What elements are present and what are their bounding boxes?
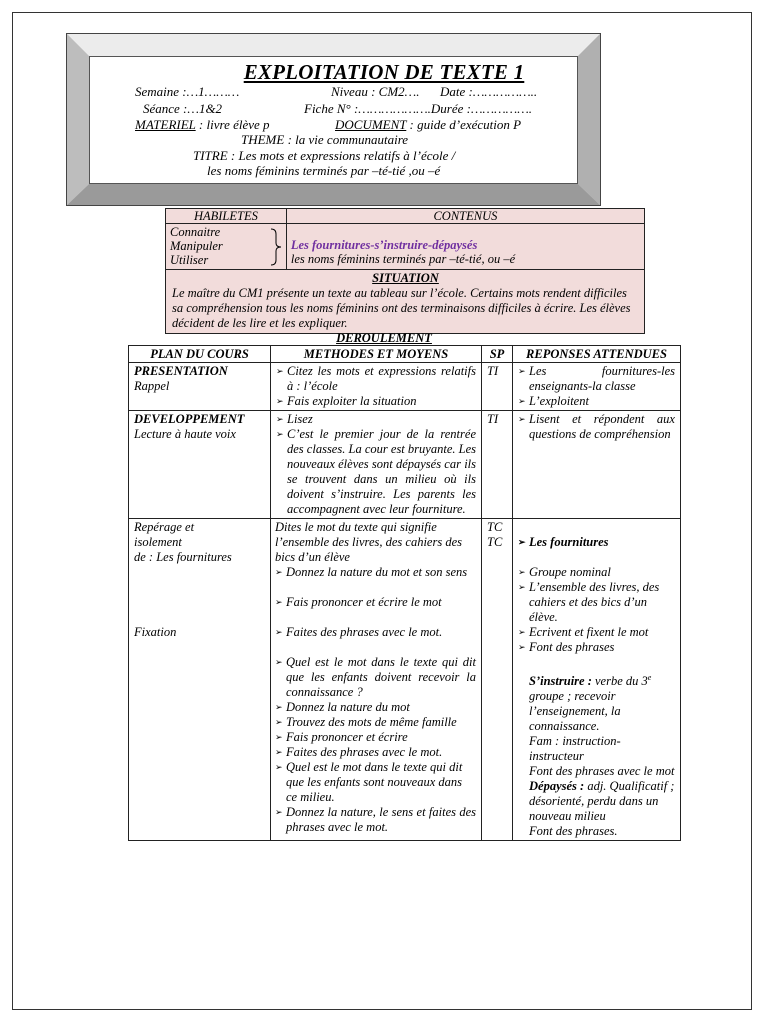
depayses-answer [518, 779, 675, 824]
plan-sub: Lecture à haute voix [134, 427, 236, 441]
reponses-cell [513, 519, 681, 841]
plan-line: Fixation [134, 625, 177, 639]
instruire-sup: e [647, 673, 652, 682]
methodes-cell [271, 411, 482, 519]
list-item: ➢ Donnez la nature du mot [275, 700, 476, 715]
list-item: ➢ Fais prononcer et écrire [275, 730, 476, 745]
habiletes-header-row [166, 209, 645, 224]
materiel-label: MATERIEL [135, 117, 196, 132]
sp-value: TC [487, 520, 503, 534]
semaine-field: Semaine :…1……… [135, 84, 240, 99]
depayses-text: adj. Qualificatif ; désorienté, perdu dans un nouveau milieu [529, 779, 675, 824]
list-item: ➢ Groupe nominal [518, 565, 675, 580]
contenus-header: CONTENUS [286, 209, 644, 224]
plan-cell [129, 363, 271, 411]
reponses-cell [513, 411, 681, 519]
plan-title: PRESENTATION [134, 364, 228, 378]
skill-item: Connaitre [170, 225, 221, 239]
list-item: ➢ L’ensemble des livres, des cahiers et des bics d’un élève. [518, 580, 675, 625]
list-item: ➢ Donnez la nature, le sens et faites des phrases avec le mot. [275, 805, 476, 835]
plan-line: Repérage et [134, 520, 195, 534]
plan-line: isolement [134, 535, 182, 549]
date-field: Date :…………….. [440, 84, 538, 99]
list-item: ➢ Citez les mots et expressions relatifs à : l’école [276, 364, 476, 394]
situation-text: Le maître du CM1 présente un texte au tableau sur l’école. Certains mots rendent difficiles sa compréhension tous les noms féminins ont des terminaisons difficiles à écrire. Les élèves décident de les lire et les expliquer. [172, 286, 631, 330]
instruire-answer [518, 670, 675, 734]
list-item: ➢ Fais prononcer et écrire le mot [275, 595, 476, 610]
sp-cell: TI [482, 363, 513, 411]
list-item: ➢ Quel est le mot dans le texte qui dit que les enfants doivent recevoir la connaissance ? [275, 655, 476, 700]
deroulement-heading: DEROULEMENT [336, 331, 432, 345]
theme-line: THEME : la vie communautaire [241, 132, 409, 147]
lesson-header-row [129, 346, 681, 363]
materiel-value: : livre élève p [195, 117, 270, 132]
plan-cell [129, 411, 271, 519]
fiche-field: Fiche N° :……………….Durée :……………. [304, 101, 533, 116]
list-item: ➢ L’exploitent [518, 394, 675, 409]
sp-cell: TI [482, 411, 513, 519]
list-item: ➢ Lisez [276, 412, 476, 427]
situation-row [166, 270, 645, 334]
list-item: ➢ Quel est le mot dans le texte qui dit que les enfants sont nouveaux dans ce milieu. [275, 760, 476, 805]
plan-cell [129, 519, 271, 841]
sp-cell [482, 519, 513, 841]
habiletes-header: HABILETES [166, 209, 287, 224]
list-item: ➢ Donnez la nature du mot et son sens [275, 565, 476, 580]
list-item: ➢ Font des phrases [518, 640, 675, 655]
col-header-methodes: METHODES ET MOYENS [271, 346, 482, 363]
plan-title: DEVELOPPEMENT [134, 412, 245, 426]
niveau-field: Niveau : CM2…. [331, 84, 420, 99]
materiel-line [135, 117, 270, 133]
list-item: ➢ C’est le premier jour de la rentrée des classes. La cour est bruyante. Les nouveaux élèves sont dépaysés car ils se trouvent dans un milieu où ils doivent s’instruire. Les parents les accompagnent avec leur fourniture. [276, 427, 476, 517]
contenus-cell [286, 224, 644, 270]
table-row [129, 519, 681, 841]
list-item: ➢ Faites des phrases avec le mot. [275, 745, 476, 760]
fam-answer: Fam : instruction-instructeur [529, 734, 621, 764]
situation-label: SITUATION [372, 271, 439, 285]
depayses-label: Dépaysés : [529, 779, 585, 794]
frame-bevel-bottom [67, 184, 600, 205]
list-item: ➢ Faites des phrases avec le mot. [275, 625, 476, 640]
instruire-text: verbe du 3 [591, 674, 648, 689]
page-title: EXPLOITATION DE TEXTE 1 [243, 60, 525, 84]
titre-line-2: les noms féminins terminés par –té-tié ,ou –é [207, 163, 441, 178]
skills-cell [166, 224, 287, 270]
reponses-cell [513, 363, 681, 411]
document-label: DOCUMENT [335, 117, 407, 132]
table-row [129, 363, 681, 411]
list-item: ➢ Les fournitures [518, 535, 675, 550]
table-row [129, 411, 681, 519]
plan-line: de : Les fournitures [134, 550, 232, 564]
col-header-reponses: REPONSES ATTENDUES [513, 346, 681, 363]
instruire-label: S’instruire : [529, 674, 592, 689]
list-item: ➢ Les fournitures-les enseignants-la classe [518, 364, 675, 394]
lesson-table [128, 345, 681, 841]
curly-brace-icon [270, 228, 282, 266]
skill-item: Utiliser [170, 253, 209, 267]
list-item: ➢ Lisent et répondent aux questions de compréhension [518, 412, 675, 442]
sp-value: TC [487, 535, 503, 549]
document-value: : guide d’exécution P [406, 117, 522, 132]
methodes-cell [271, 363, 482, 411]
methodes-cell [271, 519, 482, 841]
col-header-plan: PLAN DU COURS [129, 346, 271, 363]
document-line [335, 117, 521, 133]
methode-intro: Dites le mot du texte qui signifie l’ensemble des livres, des cahiers des bics d’un élève [275, 520, 462, 564]
frame-bevel-top [67, 34, 600, 56]
list-item: ➢ Ecrivent et fixent le mot [518, 625, 675, 640]
habiletes-content-row [166, 224, 645, 270]
contenu-sub: les noms féminins terminés par –té-tié, ou –é [290, 252, 516, 266]
habiletes-table [165, 208, 645, 334]
font-mot-answer: Font des phrases avec le mot [529, 764, 675, 779]
titre-line-1: TITRE : Les mots et expressions relatifs à l’école / [193, 148, 456, 163]
contenu-main: Les fournitures-s’instruire-dépaysés [290, 238, 478, 252]
seance-field: Séance :…1&2 [143, 101, 223, 116]
list-item: ➢ Trouvez des mots de même famille [275, 715, 476, 730]
list-item: ➢ Fais exploiter la situation [276, 394, 476, 409]
skill-item: Manipuler [170, 239, 223, 253]
font-phrases-answer: Font des phrases. [529, 824, 618, 839]
instruire-text2: groupe ; recevoir l’enseignement, la connaissance. [529, 689, 621, 734]
situation-cell [166, 270, 645, 334]
col-header-sp: SP [482, 346, 513, 363]
plan-sub: Rappel [134, 379, 170, 393]
